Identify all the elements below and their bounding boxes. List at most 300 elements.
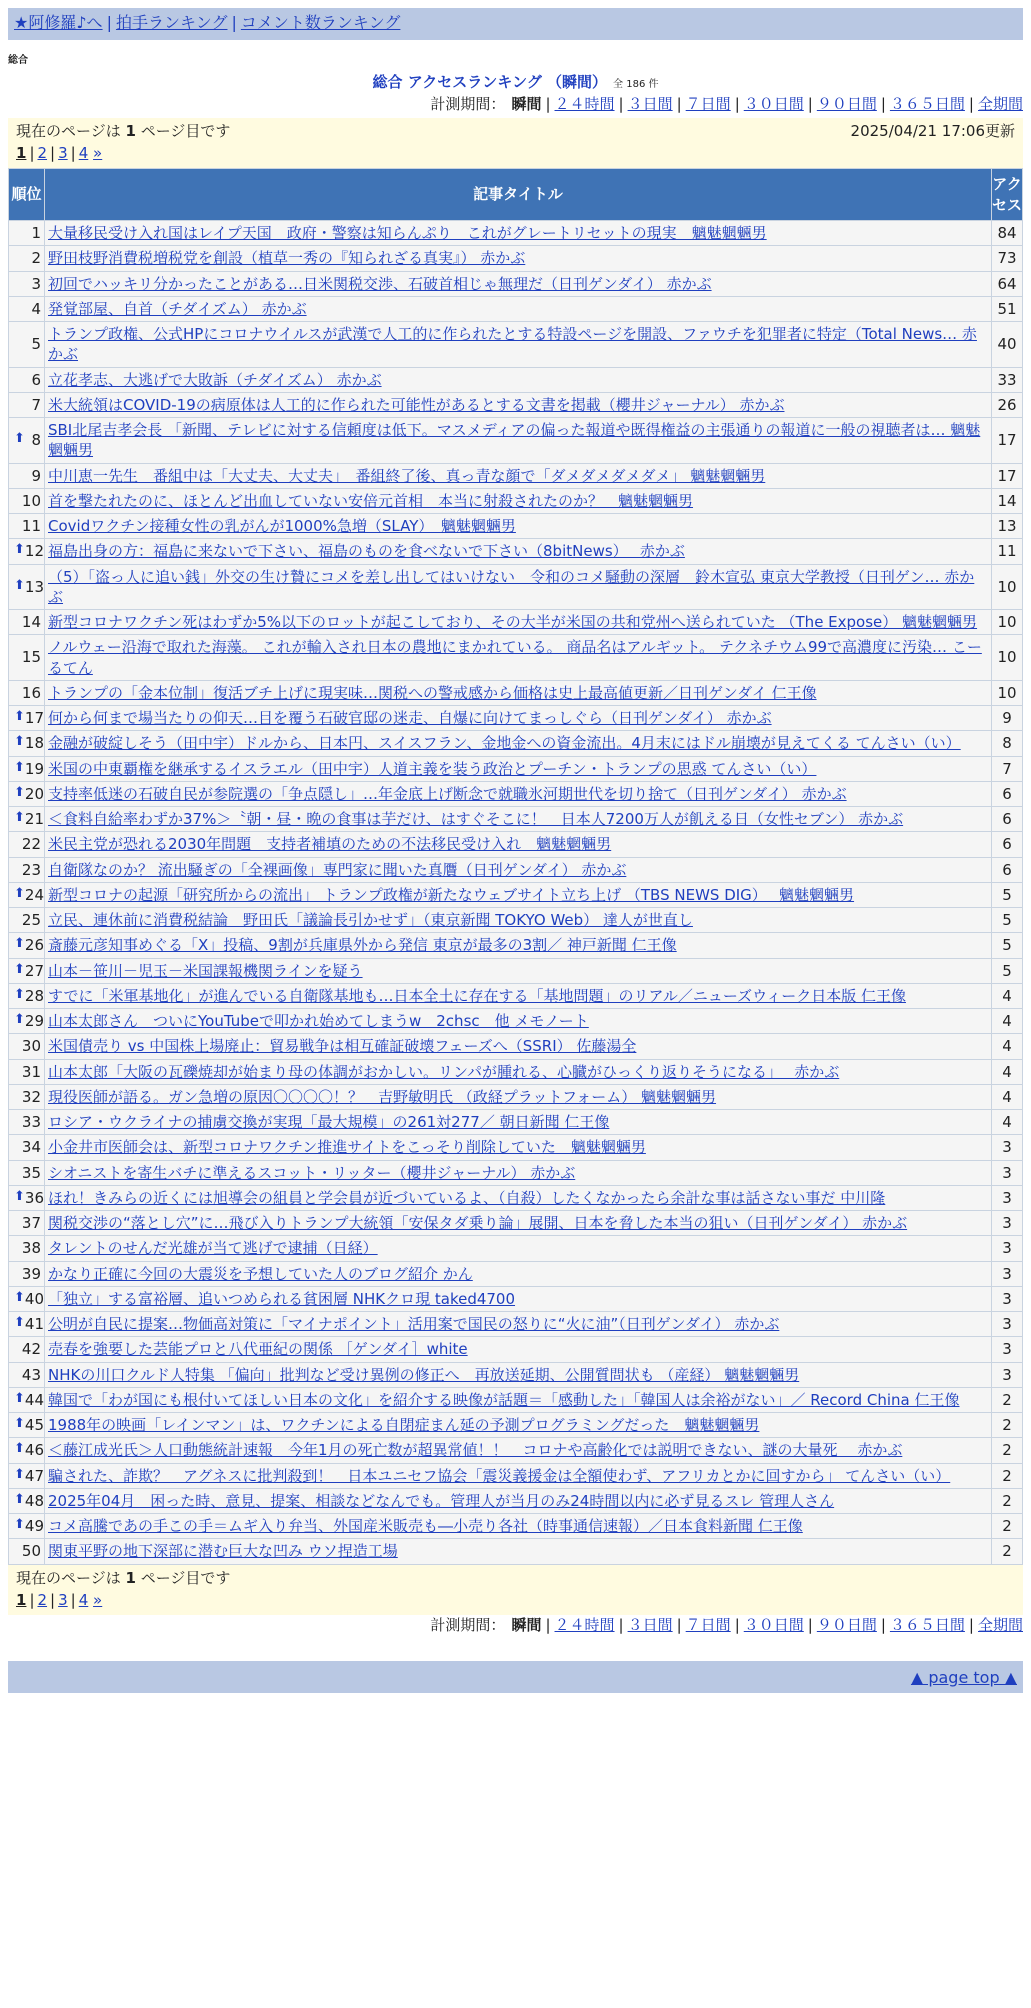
access-count: 11 [992, 539, 1023, 564]
article-link[interactable]: 首を撃たれたのに、ほとんど出血していない安倍元首相 本当に射殺されたのか？ 魑魅魍魎男 [48, 491, 694, 510]
period-link[interactable]: ２４時間 [554, 1615, 615, 1634]
access-count: 4 [992, 1084, 1023, 1109]
table-row [9, 933, 1023, 958]
access-count: 2 [992, 1463, 1023, 1488]
period-link[interactable]: ７日間 [685, 1615, 731, 1634]
access-count: 64 [992, 271, 1023, 296]
article-link[interactable]: 立花孝志、大逃げで大敗訴（チダイズム） 赤かぶ [48, 370, 382, 389]
total-count: 全 186 件 [613, 79, 659, 90]
page-current: 1 [16, 144, 27, 162]
rank-number: 16 [21, 683, 41, 702]
updated-time: 2025/04/21 17:06更新 [850, 122, 1015, 140]
rank-number: 9 [31, 466, 41, 485]
rank-cell [9, 1034, 45, 1059]
access-count: 2 [992, 1539, 1023, 1564]
table-row [9, 680, 1023, 705]
title-cell [45, 781, 992, 806]
article-link[interactable]: 公明が自民に提案…物価高対策に「マイナポイント」活用案で国民の怒りに“火に油”（日刊ゲンダイ） 赤かぶ [48, 1315, 780, 1333]
title-cell [45, 680, 992, 705]
rank-cell [9, 933, 45, 958]
page-separator: | [50, 144, 56, 162]
title-cell [45, 958, 992, 983]
rank-number: 34 [21, 1138, 41, 1157]
article-link[interactable]: 米国の中東覇権を継承するイスラエル（田中宇）人道主義を装う政治とプーチン・トランプの思惑 てんさい（い） [48, 759, 817, 778]
period-link[interactable]: ２４時間 [554, 95, 615, 113]
period-current: 瞬間 [511, 95, 542, 113]
access-count: 40 [992, 322, 1023, 368]
access-count: 73 [992, 246, 1023, 271]
access-count: 10 [992, 564, 1023, 610]
rank-cell [9, 1059, 45, 1084]
access-count: 4 [992, 1110, 1023, 1135]
up-arrow-icon: ⬆ [14, 1491, 25, 1507]
title-cell [45, 246, 992, 271]
table-row [9, 983, 1023, 1008]
period-separator: | [545, 95, 551, 113]
article-link[interactable]: コメ高騰であの手この手＝ムギ入り弁当、外国産米販売も―小売り各社（時事通信速報）／日本食料新聞 仁王像 [48, 1517, 803, 1535]
page-separator: | [29, 1590, 35, 1609]
access-count: 4 [992, 983, 1023, 1008]
table-row [9, 1110, 1023, 1135]
article-link[interactable]: 福島出身の方：福島に来ないで下さい、福島のものを食べないで下さい（8bitNews） 赤かぶ [48, 542, 685, 561]
nav-home-link[interactable]: ★阿修羅♪へ [14, 13, 103, 32]
access-count: 26 [992, 392, 1023, 417]
rank-cell [9, 564, 45, 610]
access-count: 10 [992, 680, 1023, 705]
access-count: 10 [992, 635, 1023, 681]
rank-cell [9, 1160, 45, 1185]
rank-cell [9, 882, 45, 907]
up-arrow-icon: ⬆ [14, 1012, 25, 1027]
article-link[interactable]: 斎藤元彦知事めぐる「X」投稿、9割が兵庫県外から発信 東京が最多の3割／ 神戸新聞 仁王像 [48, 936, 677, 955]
page-separator: | [50, 1590, 56, 1609]
table-row [9, 1438, 1023, 1463]
nav-comments-link[interactable]: コメント数ランキング [240, 13, 401, 32]
title-cell [45, 1059, 992, 1084]
rank-cell [9, 322, 45, 368]
title-cell [45, 1034, 992, 1059]
table-row [9, 539, 1023, 564]
rank-cell [9, 271, 45, 296]
pager-bottom [8, 1565, 1023, 1615]
rank-number: 6 [31, 370, 41, 389]
access-count: 6 [992, 857, 1023, 882]
rank-cell [9, 221, 45, 246]
header-rank: 順位 [9, 169, 45, 221]
article-link[interactable]: ＜食料自給率わずか37%＞〝朝・昼・晩の食事は芋だけ、はすぐそこに！ 日本人7200万人が飢える日（女性セブン） 赤かぶ [48, 810, 904, 828]
title-cell [45, 322, 992, 368]
rank-number: 8 [31, 431, 41, 450]
rank-number: 38 [21, 1239, 41, 1258]
rank-cell [9, 488, 45, 513]
table-row [9, 756, 1023, 781]
article-link[interactable]: ロシア・ウクライナの捕虜交換が実現「最大規模」の261対277／ 朝日新聞 仁王像 [48, 1113, 610, 1131]
rank-number: 41 [24, 1315, 44, 1333]
period-link[interactable]: ３６５日間 [889, 95, 965, 113]
page-link[interactable]: 3 [58, 144, 68, 162]
table-row [9, 807, 1023, 832]
table-row [9, 1488, 1023, 1513]
period-separator: | [880, 1615, 886, 1634]
period-link[interactable]: ３日間 [627, 95, 673, 113]
rank-number: 35 [21, 1163, 41, 1182]
article-link[interactable]: 関東平野の地下深部に潜む巨大な凹み ウソ捏造工場 [48, 1542, 398, 1561]
page-link[interactable]: 4 [78, 1590, 89, 1609]
table-row [9, 463, 1023, 488]
period-link[interactable]: ７日間 [685, 95, 731, 113]
title-cell [45, 731, 992, 756]
period-link[interactable]: ３６５日間 [889, 1615, 965, 1634]
title-cell [45, 635, 992, 681]
article-link[interactable]: Covidワクチン接種女性の乳がんが1000%急増（SLAY） 魑魅魍魎男 [48, 517, 516, 535]
access-count: 13 [992, 514, 1023, 539]
access-count: 7 [992, 756, 1023, 781]
title-cell [45, 882, 992, 907]
access-count: 4 [992, 1009, 1023, 1034]
access-count: 4 [992, 1059, 1023, 1084]
article-link[interactable]: 「独立」する富裕層、追いつめられる貧困層 NHKクロ現 taked4700 [48, 1289, 516, 1308]
rank-number: 24 [24, 885, 44, 904]
access-count: 3 [992, 1211, 1023, 1236]
table-row [9, 908, 1023, 933]
article-link[interactable]: 米民主党が恐れる2030年問題 支持者補填のための不法移民受け入れ 魑魅魍魎男 [48, 835, 612, 854]
article-link[interactable]: 山本－笹川－児玉－米国課報機関ラインを疑う [48, 961, 363, 980]
rank-number: 4 [31, 299, 41, 318]
rank-number: 5 [31, 335, 41, 354]
access-count: 5 [992, 933, 1023, 958]
rank-cell [9, 958, 45, 983]
article-link[interactable]: 韓国で「わが国にも根付いてほしい日本の文化」を紹介する映像が話題＝「感動した」「韓国人は余裕がない」／ Record China 仁王像 [48, 1390, 960, 1409]
rank-cell [9, 731, 45, 756]
table-row [9, 1514, 1023, 1539]
table-row [9, 1312, 1023, 1337]
article-link[interactable]: 中川恵一先生 番組中は「大丈夫、大丈夫」 番組終了後、真っ青な顔で「ダメダメダメダメ」 魑魅魍魎男 [48, 466, 766, 485]
rank-number: 32 [21, 1087, 41, 1106]
article-link[interactable]: 現役医師が語る。ガン急増の原因〇〇〇〇！？ 吉野敏明氏 （政経プラットフォーム） 魑魅魍魎男 [48, 1087, 717, 1106]
period-separator: | [734, 95, 740, 113]
article-link[interactable]: 売春を強要した芸能プロと八代亜紀の関係 ［ゲンダイ］white [48, 1340, 468, 1359]
article-link[interactable]: 立民、連休前に消費税結論 野田氏「議論長引かせず」（東京新聞 TOKYO Web） 達人が世直し [48, 911, 693, 929]
period-separator: | [968, 95, 974, 113]
article-link[interactable]: ノルウェー沿海で取れた海藻。 これが輸入され日本の農地にまかれている。 商品名はアルギット。 テクネチウム99で高濃度に汚染… こーるてん [48, 638, 982, 677]
table-row [9, 1337, 1023, 1362]
table-row [9, 882, 1023, 907]
article-link[interactable]: 大量移民受け入れ国はレイプ天国 政府・警察は知らんぷり これがグレートリセットの現実 魑魅魍魎男 [48, 224, 767, 242]
article-link[interactable]: 1988年の映画「レインマン」は、ワクチンによる自閉症まん延の予測プログラミングだった 魑魅魍魎男 [48, 1416, 760, 1434]
page-link[interactable]: 2 [37, 1590, 48, 1609]
rank-number: 29 [24, 1012, 44, 1030]
table-row [9, 322, 1023, 368]
access-count: 5 [992, 882, 1023, 907]
access-count: 3 [992, 1185, 1023, 1210]
title-cell [45, 564, 992, 610]
period-link[interactable]: 全期間 [977, 95, 1023, 113]
article-link[interactable]: ＜藤江成光氏＞人口動態統計速報 今年1月の死亡数が超異常値！！ コロナや高齢化では説明できない、謎の大量死 赤かぶ [48, 1441, 903, 1460]
access-count: 10 [992, 610, 1023, 635]
title-cell [45, 832, 992, 857]
article-link[interactable]: 新型コロナの起源「研究所からの流出」 トランプ政権が新たなウェブサイト立ち上げ （TBS NEWS DIG） 魑魅魍魎男 [48, 885, 855, 904]
period-link[interactable]: ３０日間 [743, 95, 804, 113]
access-count: 3 [992, 1312, 1023, 1337]
rank-number: 31 [21, 1062, 41, 1081]
title-cell [45, 807, 992, 832]
title-cell [45, 933, 992, 958]
table-row [9, 610, 1023, 635]
article-link[interactable]: トランプの「金本位制」復活ブチ上げに現実味…関税への警戒感から価格は史上最高値更新／日刊ゲンダイ 仁王像 [48, 683, 817, 702]
rank-cell [9, 1438, 45, 1463]
table-row [9, 832, 1023, 857]
rank-cell [9, 1312, 45, 1337]
article-link[interactable]: 支持率低迷の石破自民が参院選の「争点隠し」…年金底上げ断念で就職氷河期世代を切り捨て（日刊ゲンダイ） 赤かぶ [48, 784, 847, 803]
title-cell [45, 1438, 992, 1463]
access-count: 2 [992, 1438, 1023, 1463]
up-arrow-icon: ⬆ [14, 961, 25, 977]
article-link[interactable]: シオニストを寄生バチに準えるスコット・リッター（櫻井ジャーナル） 赤かぶ [48, 1163, 576, 1182]
table-row [9, 857, 1023, 882]
period-link[interactable]: 全期間 [977, 1615, 1023, 1634]
rank-number: 46 [24, 1441, 44, 1460]
page-next-link[interactable]: » [93, 144, 103, 162]
period-separator: | [545, 1615, 551, 1634]
period-separator: | [807, 95, 813, 113]
title-cell [45, 1261, 992, 1286]
access-count: 5 [992, 958, 1023, 983]
table-row [9, 1034, 1023, 1059]
period-link[interactable]: ３０日間 [743, 1615, 804, 1634]
rank-number: 50 [21, 1542, 41, 1561]
up-arrow-icon: ⬆ [14, 1390, 25, 1406]
article-link[interactable]: （5）「盗っ人に追い銭」外交の生け贄にコメを差し出してはいけない 令和のコメ騒動の深層 鈴木宣弘 東京大学教授（日刊ゲン… 赤かぶ [48, 567, 975, 606]
table-row [9, 1413, 1023, 1438]
rank-cell [9, 1413, 45, 1438]
article-link[interactable]: 騙された、詐欺？ アグネスに批判殺到！ 日本ユニセフ協会「震災義援金は全額使わず、アフリカとかに回すから」 てんさい（い） [48, 1466, 951, 1485]
title-cell [45, 1084, 992, 1109]
rank-cell [9, 680, 45, 705]
title-cell [45, 514, 992, 539]
article-link[interactable]: 山本太郎「大阪の瓦礫焼却が始まり母の体調がおかしい。リンパが腫れる、心臓がひっくり返りそうになる」 赤かぶ [48, 1062, 840, 1081]
access-count: 6 [992, 832, 1023, 857]
article-link[interactable]: 小金井市医師会は、新型コロナワクチン推進サイトをこっそり削除していた 魑魅魍魎男 [48, 1138, 646, 1157]
article-link[interactable]: タレントのせんだ光雄が当て逃げで逮捕（日経） [48, 1239, 378, 1258]
rank-cell [9, 807, 45, 832]
rank-number: 12 [24, 542, 44, 561]
rank-number: 40 [24, 1289, 44, 1308]
page-next-link[interactable]: » [93, 1590, 103, 1609]
access-count: 3 [992, 1160, 1023, 1185]
nav-separator: | [106, 13, 112, 32]
page-links [16, 143, 1015, 165]
title-cell [45, 1009, 992, 1034]
table-row [9, 1135, 1023, 1160]
rank-number: 20 [24, 784, 44, 803]
title-cell [45, 539, 992, 564]
up-arrow-icon: ⬆ [14, 759, 25, 775]
rank-cell [9, 706, 45, 731]
rank-number: 49 [24, 1517, 44, 1535]
title-cell [45, 367, 992, 392]
title-cell [45, 296, 992, 321]
rank-cell [9, 392, 45, 417]
rank-cell [9, 1514, 45, 1539]
article-link[interactable]: ほれ！きみらの近くには旭導会の組員と学会員が近づいているよ、（自殺）したくなかったら余計な事は話さない事だ 中川隆 [48, 1188, 886, 1207]
rank-cell [9, 1261, 45, 1286]
table-row [9, 392, 1023, 417]
article-link[interactable]: 2025年04月 困った時、意見、提案、相談などなんでも。管理人が当月のみ24時間以内に必ず見るスレ 管理人さん [48, 1491, 835, 1510]
article-link[interactable]: トランプ政権、公式HPにコロナウイルスが武漢で人工的に作られたとする特設ページを開設、ファウチを犯罪者に特定（Total News… 赤かぶ [48, 325, 977, 364]
title-cell [45, 1110, 992, 1135]
table-row [9, 1009, 1023, 1034]
page-links [16, 1590, 1015, 1612]
article-link[interactable]: 発覚部屋、自首（チダイズム） 赤かぶ [48, 299, 307, 318]
rank-number: 10 [21, 491, 41, 510]
access-count: 2 [992, 1488, 1023, 1513]
rank-cell [9, 367, 45, 392]
table-row [9, 1387, 1023, 1412]
access-count: 17 [992, 463, 1023, 488]
title-cell [45, 1135, 992, 1160]
period-label: 計測期間： [430, 1615, 506, 1634]
table-row [9, 635, 1023, 681]
access-count: 6 [992, 781, 1023, 806]
access-count: 3 [992, 1236, 1023, 1261]
table-row [9, 706, 1023, 731]
article-link[interactable]: かなり正確に今回の大震災を予想していた人のブログ紹介 かん [48, 1264, 473, 1283]
title-cell [45, 1211, 992, 1236]
rank-number: 48 [24, 1491, 44, 1510]
article-link[interactable]: SBI北尾吉孝会長 「新聞、テレビに対する信頼度は低下。マスメディアの偏った報道や既得権益の主張通りの報道に一般の視聴者は… 魑魅魍魎男 [48, 421, 981, 460]
rank-number: 13 [24, 577, 44, 596]
rank-number: 21 [24, 810, 44, 828]
rank-number: 23 [21, 860, 41, 879]
period-separator: | [618, 95, 624, 113]
up-arrow-icon: ⬆ [14, 1441, 25, 1457]
rank-number: 25 [21, 911, 41, 929]
table-row [9, 221, 1023, 246]
page-link[interactable]: 2 [37, 144, 48, 162]
article-link[interactable]: 山本太郎さん ついにYouTubeで叩かれ始めてしまうw 2chsc 他 メモノート [48, 1012, 589, 1030]
title-cell [45, 1488, 992, 1513]
access-count: 5 [992, 908, 1023, 933]
table-row [9, 1160, 1023, 1185]
period-separator: | [676, 1615, 682, 1634]
period-separator: | [880, 95, 886, 113]
title-cell [45, 1286, 992, 1311]
rank-cell [9, 781, 45, 806]
period-selector-top [0, 94, 1031, 118]
page-separator: | [70, 144, 76, 162]
rank-cell [9, 857, 45, 882]
up-arrow-icon: ⬆ [14, 1466, 25, 1482]
rank-number: 28 [24, 986, 44, 1005]
rank-cell [9, 1185, 45, 1210]
article-link[interactable]: すでに「米軍基地化」が進んでいる自衛隊基地も…日本全土に存在する「基地問題」のリアル／ニューズウィーク日本版 仁王像 [48, 986, 906, 1005]
title-cell [45, 1236, 992, 1261]
article-link[interactable]: 関税交渉の“落とし穴”に…飛び入りトランプ大統領「安保タダ乗り論」展開、日本を脅した本当の狙い（日刊ゲンダイ） 赤かぶ [48, 1214, 908, 1232]
rank-cell [9, 1135, 45, 1160]
rank-cell [9, 635, 45, 681]
rank-number: 42 [21, 1340, 41, 1359]
rank-number: 14 [21, 613, 41, 631]
article-link[interactable]: 野田枝野消費税増税党を創設（植草一秀の『知られざる真実』） 赤かぶ [48, 249, 526, 268]
page-top-link[interactable]: ▲ page top ▲ [910, 1667, 1017, 1687]
article-link[interactable]: 米大統領はCOVID-19の病原体は人工的に作られた可能性があるとする文書を掲載（櫻井ジャーナル） 赤かぶ [48, 395, 785, 414]
table-row [9, 1362, 1023, 1387]
period-separator: | [807, 1615, 813, 1634]
article-link[interactable]: 金融が破綻しそう（田中宇）ドルから、日本円、スイスフラン、金地金への資金流出。4月末にはドル崩壊が見えてくる てんさい（い） [48, 734, 961, 753]
article-link[interactable]: 米国債売り vs 中国株上場廃止：貿易戦争は相互確証破壊フェーズへ（SSRI） 佐藤湯全 [48, 1037, 637, 1056]
nav-applause-link[interactable]: 拍手ランキング [115, 13, 228, 32]
rank-cell [9, 1488, 45, 1513]
period-separator: | [968, 1615, 974, 1634]
rank-cell [9, 908, 45, 933]
table-row [9, 367, 1023, 392]
table-row [9, 488, 1023, 513]
title-cell [45, 1312, 992, 1337]
article-link[interactable]: 自衛隊なのか？ 流出騒ぎの「全裸画像」専門家に聞いた真贋（日刊ゲンダイ） 赤かぶ [48, 860, 627, 879]
up-arrow-icon: ⬆ [14, 1315, 25, 1330]
title-cell [45, 1539, 992, 1564]
access-count: 3 [992, 1261, 1023, 1286]
up-arrow-icon: ⬆ [14, 431, 25, 447]
access-count: 17 [992, 418, 1023, 464]
access-count: 2 [992, 1514, 1023, 1539]
category-label: 総合 [8, 55, 28, 66]
table-row [9, 1539, 1023, 1564]
title-cell [45, 488, 992, 513]
rank-number: 1 [31, 224, 41, 242]
title-cell [45, 418, 992, 464]
title-cell [45, 1463, 992, 1488]
period-link[interactable]: ９０日間 [816, 1615, 877, 1634]
article-link[interactable]: 初回でハッキリ分かったことがある…日米関税交渉、石破首相じゃ無理だ（日刊ゲンダイ） 赤かぶ [48, 274, 712, 293]
rank-cell [9, 539, 45, 564]
rank-number: 44 [24, 1390, 44, 1409]
page-link[interactable]: 4 [78, 144, 89, 162]
ranking-table [8, 168, 1023, 1565]
rank-cell [9, 1362, 45, 1387]
table-row [9, 1211, 1023, 1236]
title-cell [45, 1514, 992, 1539]
access-count: 3 [992, 1286, 1023, 1311]
period-label: 計測期間： [430, 95, 506, 113]
table-row [9, 296, 1023, 321]
access-count: 3 [992, 1362, 1023, 1387]
table-row [9, 731, 1023, 756]
article-link[interactable]: 新型コロナワクチン死はわずか5%以下のロットが起こしており、その大半が米国の共和党州へ送られていた （The Expose） 魑魅魍魎男 [48, 613, 978, 631]
rank-number: 26 [24, 936, 44, 955]
title-cell [45, 756, 992, 781]
table-row [9, 246, 1023, 271]
article-link[interactable]: NHKの川口クルド人特集 「偏向」批判など受け異例の修正へ 再放送延期、公開質問状も （産経） 魑魅魍魎男 [48, 1365, 800, 1384]
rank-cell [9, 983, 45, 1008]
article-link[interactable]: 何から何まで場当たりの仰天…目を覆う石破官邸の迷走、自爆に向けてまっしぐら（日刊ゲンダイ） 赤かぶ [48, 709, 772, 727]
period-link[interactable]: ３日間 [627, 1615, 673, 1634]
rank-number: 36 [24, 1188, 44, 1207]
page-separator: | [29, 144, 35, 162]
up-arrow-icon: ⬆ [14, 1188, 25, 1204]
access-count: 3 [992, 1337, 1023, 1362]
table-row [9, 781, 1023, 806]
title-cell [45, 908, 992, 933]
period-link[interactable]: ９０日間 [816, 95, 877, 113]
access-count: 2 [992, 1413, 1023, 1438]
title-cell [45, 1413, 992, 1438]
access-count: 14 [992, 488, 1023, 513]
rank-cell [9, 1337, 45, 1362]
page-link[interactable]: 3 [58, 1590, 68, 1609]
rank-cell [9, 756, 45, 781]
rank-cell [9, 418, 45, 464]
